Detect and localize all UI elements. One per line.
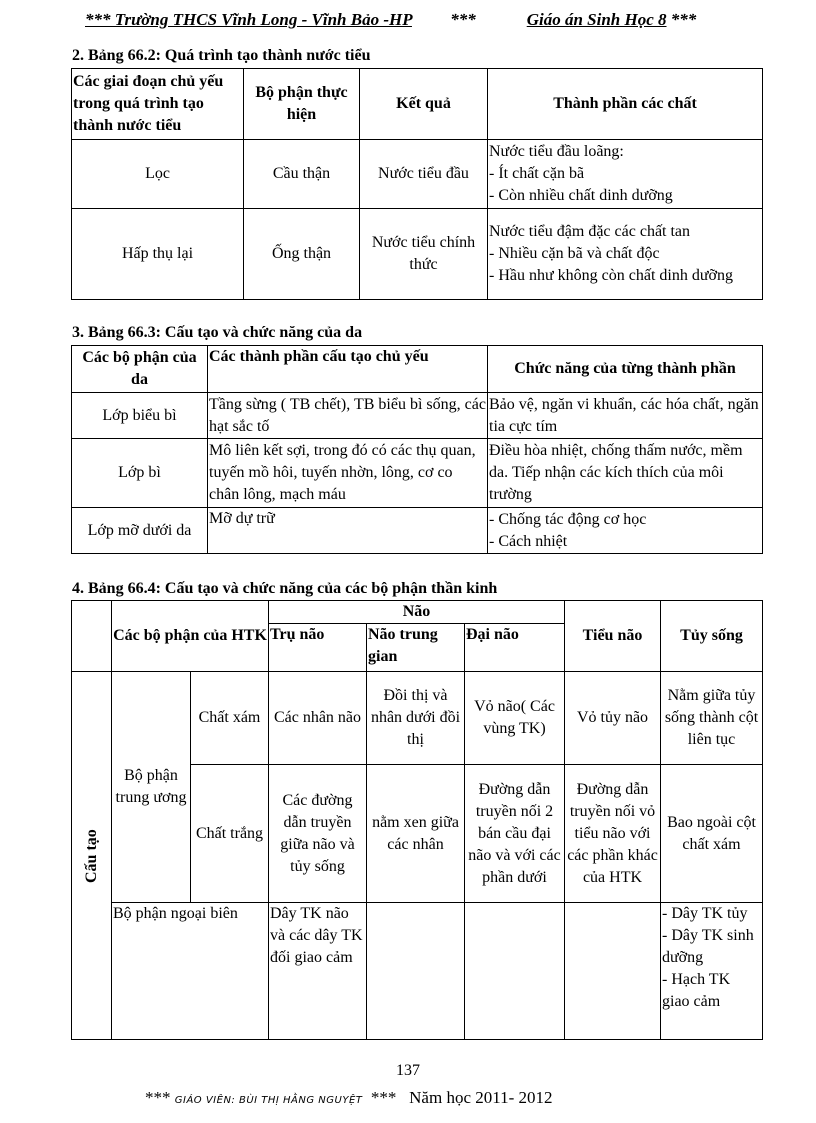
table-66-2-title: 2. Bảng 66.2: Quá trình tạo thành nước tiểu bbox=[72, 47, 371, 64]
side-label-text: Cấu tạo bbox=[82, 828, 100, 883]
table-row bbox=[72, 439, 763, 508]
header-cerebrum: Đại não bbox=[465, 624, 565, 672]
header-spinal-cord: Tủy sống bbox=[661, 601, 763, 672]
table-66-2 bbox=[71, 68, 763, 300]
white-matter-label: Chất trắng bbox=[191, 765, 269, 903]
cell-peripheral-spinal bbox=[661, 903, 763, 1040]
header-cerebellum: Tiểu não bbox=[565, 601, 661, 672]
peripheral-line: - Dây TK tủy bbox=[662, 905, 748, 922]
table-row bbox=[72, 903, 763, 1040]
table-header-row bbox=[72, 601, 763, 624]
composition-line: - Nhiều cặn bã và chất độc bbox=[489, 245, 660, 262]
header-stars: *** bbox=[450, 10, 476, 29]
cell-structure: Tầng sừng ( TB chết), TB biểu bì sống, các hạt sắc tố bbox=[208, 393, 488, 439]
composition-line: - Ít chất cặn bã bbox=[489, 165, 585, 182]
table-66-3-title: 3. Bảng 66.3: Cấu tạo và chức năng của da bbox=[72, 324, 363, 341]
corner-cell bbox=[72, 601, 112, 672]
composition-line: - Hầu như không còn chất dinh dưỡng bbox=[489, 267, 733, 284]
table-row bbox=[72, 140, 763, 209]
header-function: Chức năng của từng thành phần bbox=[488, 346, 763, 393]
cell-composition bbox=[488, 140, 763, 209]
composition-line: - Còn nhiều chất dinh dưỡng bbox=[489, 187, 673, 204]
header-stage: Các giai đoạn chủ yếu trong quá trình tạo thành nước tiểu bbox=[72, 69, 244, 140]
cell-spinal-white: Bao ngoài cột chất xám bbox=[661, 765, 763, 903]
table-row bbox=[72, 393, 763, 439]
cell-midbrain-grey: Đồi thị và nhân dưới đồi thị bbox=[367, 672, 465, 765]
cell-structure: Mỡ dự trữ bbox=[208, 508, 488, 554]
header-school: *** Trường THCS Vĩnh Long - Vĩnh Bảo -HP bbox=[85, 10, 412, 29]
cell-organ: Ống thận bbox=[244, 209, 360, 300]
header-brain: Não bbox=[269, 601, 565, 624]
peripheral-line: - Dây TK sinh dưỡng bbox=[662, 927, 754, 966]
table-66-4 bbox=[71, 600, 763, 1040]
cell-midbrain-white: nằm xen giữa các nhân bbox=[367, 765, 465, 903]
header-stars-end: *** bbox=[670, 10, 697, 29]
cell-cerebellum-grey: Vỏ tủy não bbox=[565, 672, 661, 765]
footer-school-year: Năm học 2011- 2012 bbox=[409, 1088, 553, 1107]
header-composition: Thành phần các chất bbox=[488, 69, 763, 140]
header-subject: Giáo án Sinh Học 8 bbox=[526, 10, 667, 29]
cell-stage: Hấp thụ lại bbox=[72, 209, 244, 300]
cell-structure: Mô liên kết sợi, trong đó có các thụ quan, tuyến mồ hôi, tuyến nhờn, lông, cơ co chân lông, mạch máu bbox=[208, 439, 488, 508]
cell-organ: Cầu thận bbox=[244, 140, 360, 209]
header-part: Các bộ phận của da bbox=[72, 346, 208, 393]
cell-spinal-grey: Nằm giữa tủy sống thành cột liên tục bbox=[661, 672, 763, 765]
page-number: 137 bbox=[396, 1062, 420, 1079]
footer-teacher: GIÁO VIÊN: BÙI THỊ HẰNG NGUYỆT bbox=[174, 1095, 363, 1106]
cell-cerebellum-white: Đường dẫn truyền nối vỏ tiểu não với các phần khác của HTK bbox=[565, 765, 661, 903]
cell-composition bbox=[488, 209, 763, 300]
cell-peripheral-empty bbox=[565, 903, 661, 1040]
cell-part: Lớp biểu bì bbox=[72, 393, 208, 439]
table-header-row bbox=[72, 69, 763, 140]
function-line: - Chống tác động cơ học bbox=[489, 510, 647, 528]
footer-stars: *** bbox=[145, 1088, 171, 1107]
central-part-label: Bộ phận trung ương bbox=[112, 672, 191, 903]
cell-brainstem-white: Các đường dẫn truyền giữa não và tủy sống bbox=[269, 765, 367, 903]
cell-result: Nước tiểu đầu bbox=[360, 140, 488, 209]
cell-function: Bảo vệ, ngăn vi khuẩn, các hóa chất, ngăn tia cực tím bbox=[488, 393, 763, 439]
cell-function: Điều hòa nhiệt, chống thấm nước, mềm da. Tiếp nhận các kích thích của môi trường bbox=[488, 439, 763, 508]
cell-part: Lớp mỡ dưới da bbox=[72, 508, 208, 554]
cell-brainstem-grey: Các nhân não bbox=[269, 672, 367, 765]
header-htk-parts: Các bộ phận của HTK bbox=[112, 601, 269, 672]
function-line: - Cách nhiệt bbox=[489, 532, 568, 550]
header-midbrain: Não trung gian bbox=[367, 624, 465, 672]
cell-peripheral-empty bbox=[465, 903, 565, 1040]
cell-function bbox=[488, 508, 763, 554]
footer-stars-2: *** bbox=[370, 1088, 397, 1107]
header-organ: Bộ phận thực hiện bbox=[244, 69, 360, 140]
side-label-structure bbox=[72, 672, 112, 1040]
header-structure: Các thành phần cấu tạo chủ yếu bbox=[208, 346, 488, 393]
header-result: Kết quả bbox=[360, 69, 488, 140]
page-header bbox=[85, 10, 696, 30]
cell-peripheral-brain: Dây TK não và các dây TK đối giao cảm bbox=[269, 903, 367, 1040]
cell-stage: Lọc bbox=[72, 140, 244, 209]
table-header-row bbox=[72, 346, 763, 393]
cell-part: Lớp bì bbox=[72, 439, 208, 508]
table-row bbox=[72, 672, 763, 765]
table-row bbox=[72, 508, 763, 554]
cell-result: Nước tiểu chính thức bbox=[360, 209, 488, 300]
table-66-4-title: 4. Bảng 66.4: Cấu tạo và chức năng của các bộ phận thần kinh bbox=[72, 580, 498, 597]
peripheral-part-label: Bộ phận ngoại biên bbox=[112, 903, 269, 1040]
cell-cerebrum-grey: Vỏ não( Các vùng TK) bbox=[465, 672, 565, 765]
cell-cerebrum-white: Đường dẫn truyền nối 2 bán cầu đại não và với các phần dưới bbox=[465, 765, 565, 903]
composition-line: Nước tiểu đầu loãng: bbox=[489, 143, 624, 160]
grey-matter-label: Chất xám bbox=[191, 672, 269, 765]
cell-peripheral-empty bbox=[367, 903, 465, 1040]
header-brainstem: Trụ não bbox=[269, 624, 367, 672]
page-footer bbox=[145, 1088, 553, 1108]
table-row bbox=[72, 209, 763, 300]
peripheral-line: - Hạch TK giao cảm bbox=[662, 971, 731, 1010]
table-66-3 bbox=[71, 345, 763, 554]
composition-line: Nước tiểu đậm đặc các chất tan bbox=[489, 223, 691, 240]
